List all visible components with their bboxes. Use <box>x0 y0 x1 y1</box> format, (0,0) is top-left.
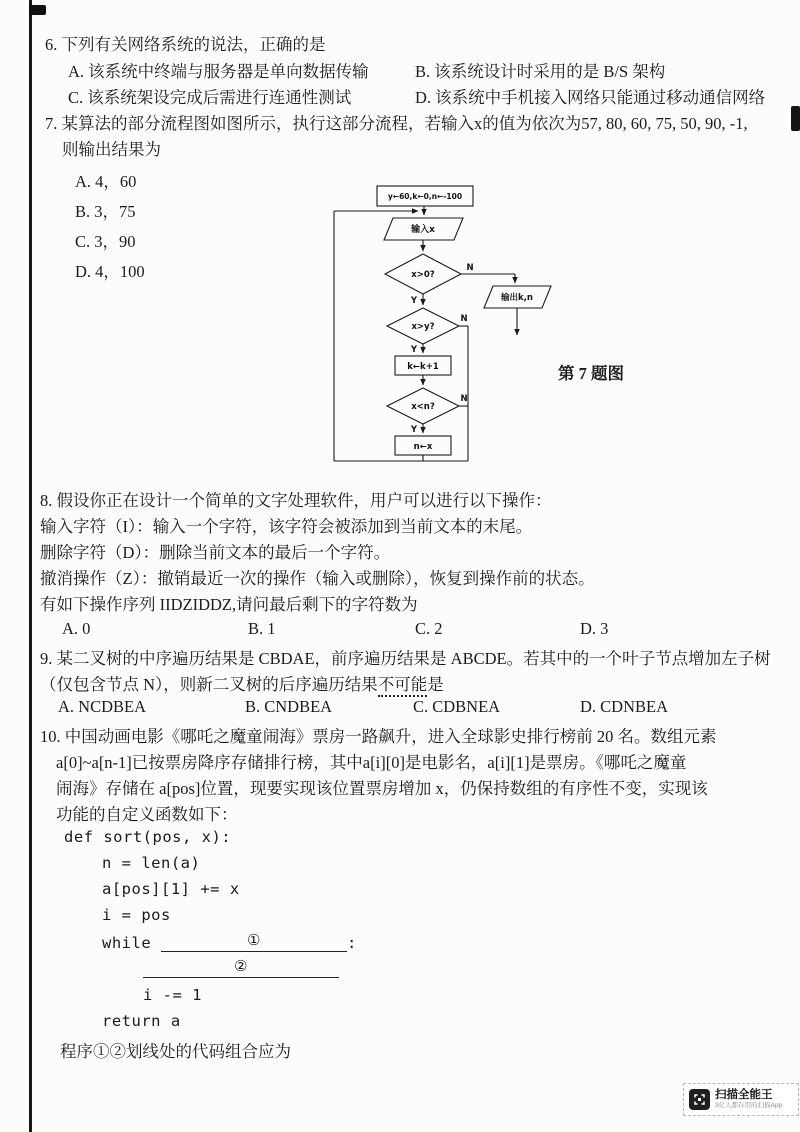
question-7-option-d: D. 4，100 <box>75 262 145 281</box>
flowchart-init-label: y←60,k←0,n←-100 <box>387 192 463 201</box>
question-6-option-a: A. 该系统中终端与服务器是单向数据传输 <box>68 62 369 81</box>
question-7-option-b: B. 3，75 <box>75 202 136 221</box>
scan-artifact-top-left <box>29 5 46 15</box>
question-8-stem: 8. 假设你正在设计一个简单的文字处理软件，用户可以进行以下操作： <box>40 491 552 510</box>
question-7-stem-line2: 则输出结果为 <box>62 140 161 159</box>
question-9-stem-line2 <box>40 671 444 695</box>
scan-artifact-right <box>791 106 800 131</box>
flowchart-increment-label: k←k+1 <box>407 362 439 372</box>
code-len-line: n = len(a) <box>102 854 201 872</box>
flowchart-cond3-label: x<n? <box>411 402 435 412</box>
question-9-option-d: D. CDNBEA <box>580 697 669 716</box>
code-blank-2-line <box>143 956 339 978</box>
flowchart-yes-label-2: Y <box>410 345 418 355</box>
flowchart-input-label: 输入x <box>411 225 435 235</box>
code-while-line <box>102 930 357 952</box>
question-9-option-b: B. CNDBEA <box>245 697 333 716</box>
question-9-stem-line2-prefix: （仅包含节点 N），则新二叉树的后序遍历结果 <box>40 675 378 694</box>
flowchart-output-label: 输出k,n <box>501 293 533 303</box>
code-def-line: def sort(pos, x): <box>64 828 232 846</box>
question-6-option-d: D. 该系统中手机接入网络只能通过移动通信网络 <box>415 88 766 107</box>
figure-caption: 第 7 题图 <box>558 364 624 383</box>
code-blank-2 <box>143 956 339 978</box>
question-8-option-d: D. 3 <box>580 619 609 638</box>
watermark-subtitle: 3亿人都在用的扫描App <box>715 1102 783 1110</box>
code-i-pos-line: i = pos <box>102 906 171 924</box>
flowchart-no-label-2: N <box>460 314 468 324</box>
code-add-line: a[pos][1] += x <box>102 880 240 898</box>
question-8-rule-delete: 删除字符（D）：删除当前文本的最后一个字符。 <box>40 543 391 562</box>
watermark-title: 扫描全能王 <box>715 1088 773 1101</box>
flowchart-no-label-1: N <box>466 263 474 273</box>
question-8-rule-input: 输入字符（I）：输入一个字符，该字符会被添加到当前文本的末尾。 <box>40 517 533 536</box>
question-10-stem-line4: 功能的自定义函数如下： <box>56 805 238 824</box>
code-blank-1-number: ① <box>247 931 261 949</box>
question-8-option-a: A. 0 <box>62 619 91 638</box>
scan-edge-artifact-left <box>29 0 32 1132</box>
flowchart-assign-n-label: n←x <box>413 442 433 452</box>
flowchart-no-label-3: N <box>460 394 468 404</box>
question-9-stem-line1: 9. 某二叉树的中序遍历结果是 CBDAE，前序遍历结果是 ABCDE。若其中的一个叶子节点增加左子树 <box>40 649 771 668</box>
question-8-rule-undo: 撤消操作（Z）：撤销最近一次的操作（输入或删除），恢复到操作前的状态。 <box>40 569 595 588</box>
flowchart-yes-label-3: Y <box>410 425 418 435</box>
flowchart-yes-label-1: Y <box>410 296 418 306</box>
question-7-option-c: C. 3，90 <box>75 232 136 251</box>
question-6-stem: 6. 下列有关网络系统的说法，正确的是 <box>45 35 326 54</box>
question-9-option-c: C. CDBNEA <box>413 697 501 716</box>
question-10-stem-line3: 闹海》存储在 a[pos]位置，现要实现该位置票房增加 x，仍保持数组的有序性不变，实现该 <box>56 779 708 798</box>
code-return-line: return a <box>102 1012 181 1030</box>
question-7-stem-line1: 7. 某算法的部分流程图如图所示，执行这部分流程，若输入x的值为依次为57, 80, 60, 75, 50, 90, -1, <box>45 114 748 133</box>
question-10-footer: 程序①②划线处的代码组合应为 <box>60 1042 291 1061</box>
flowchart-cond2-label: x>y? <box>411 322 435 332</box>
code-decrement-line: i -= 1 <box>143 986 202 1004</box>
question-6-option-b: B. 该系统设计时采用的是 B/S 架构 <box>415 62 666 81</box>
flowchart-cond1-label: x>0? <box>411 270 435 280</box>
question-8-sequence: 有如下操作序列 IIDZIDDZ,请问最后剩下的字符数为 <box>40 595 418 614</box>
question-9-option-a: A. NCDBEA <box>58 697 147 716</box>
question-7-option-a: A. 4，60 <box>75 172 137 191</box>
code-blank-2-number: ② <box>234 957 248 975</box>
question-10-stem-line1: 10. 中国动画电影《哪吒之魔童闹海》票房一路飙升，进入全球影史排行榜前 20 名。数组元素 <box>40 727 717 746</box>
code-blank-1 <box>161 930 347 952</box>
question-6-option-c: C. 该系统架设完成后需进行连通性测试 <box>68 88 352 107</box>
scanner-app-icon <box>689 1089 710 1110</box>
code-while-keyword: while <box>102 934 161 952</box>
question-8-option-b: B. 1 <box>248 619 276 638</box>
question-9-stem-line2-suffix: 是 <box>427 675 444 694</box>
question-10-stem-line2: a[0]~a[n-1]已按票房降序存储排行榜，其中a[i][0]是电影名，a[i][1]是票房。《哪吒之魔童 <box>56 753 687 772</box>
scanner-watermark <box>683 1083 799 1116</box>
code-while-colon: : <box>347 934 357 952</box>
question-9-emphasis: 不可能 <box>378 675 428 697</box>
question-8-option-c: C. 2 <box>415 619 443 638</box>
question-7-flowchart <box>322 180 572 475</box>
